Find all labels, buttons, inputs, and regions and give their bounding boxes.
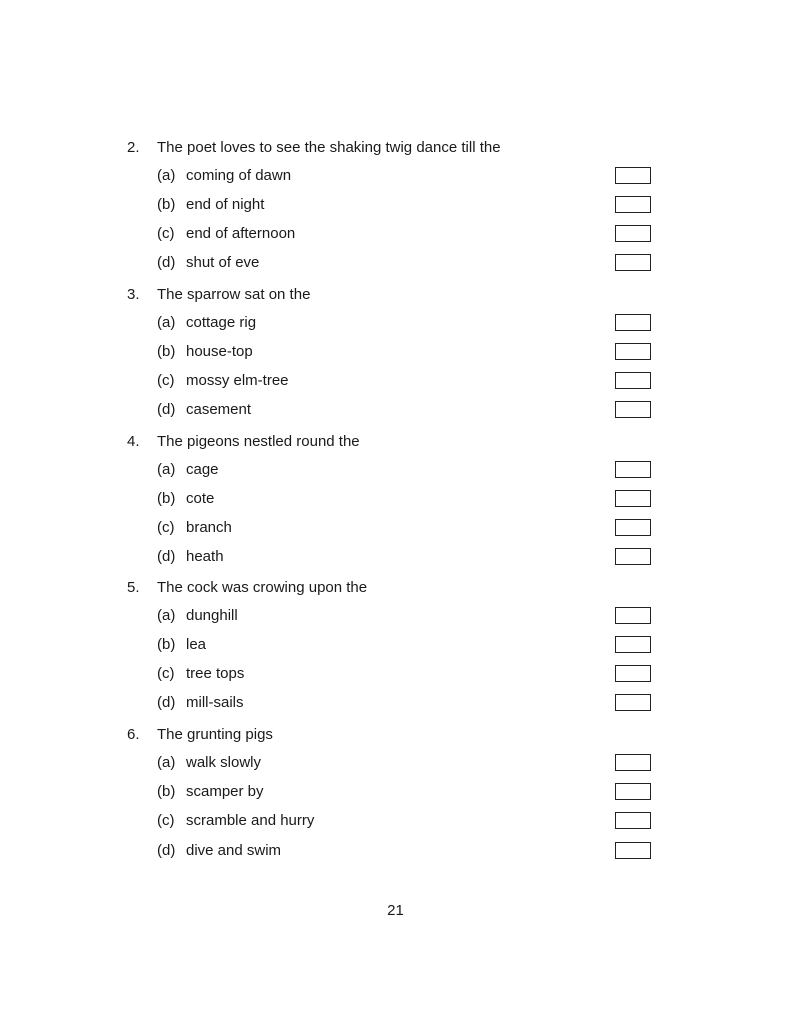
option-letter: (b) [157,490,176,507]
answer-checkbox[interactable] [615,372,651,389]
question-number: 5. [127,579,140,596]
option-d [0,546,791,568]
option-c [0,810,791,832]
option-c [0,663,791,685]
option-text: end of night [186,196,265,213]
option-letter: (d) [157,401,176,418]
question-number: 4. [127,433,140,450]
answer-checkbox[interactable] [615,519,651,536]
answer-checkbox[interactable] [615,343,651,360]
option-letter: (d) [157,254,176,271]
answer-checkbox[interactable] [615,812,651,829]
option-letter: (a) [157,314,176,331]
option-text: house-top [186,343,253,360]
option-c [0,223,791,245]
option-d [0,252,791,274]
answer-checkbox[interactable] [615,490,651,507]
option-a [0,752,791,774]
option-letter: (a) [157,167,176,184]
option-b [0,341,791,363]
option-a [0,459,791,481]
answer-checkbox[interactable] [615,225,651,242]
option-a [0,165,791,187]
option-letter: (b) [157,196,176,213]
option-text: heath [186,548,224,565]
option-text: mill-sails [186,694,244,711]
option-letter: (a) [157,607,176,624]
option-text: lea [186,636,207,653]
answer-checkbox[interactable] [615,548,651,565]
option-letter: (c) [157,812,175,829]
answer-checkbox[interactable] [615,401,651,418]
option-text: end of afternoon [186,225,296,242]
option-letter: (d) [157,694,176,711]
option-text: scramble and hurry [186,812,315,829]
question-text: The grunting pigs [157,726,273,743]
option-text: dive and swim [186,842,282,859]
question-number: 6. [127,726,140,743]
option-text: coming of dawn [186,167,292,184]
option-text: scamper by [186,783,264,800]
option-b [0,781,791,803]
option-d [0,692,791,714]
answer-checkbox[interactable] [615,754,651,771]
answer-checkbox[interactable] [615,607,651,624]
option-text: dunghill [186,607,238,624]
option-a [0,605,791,627]
option-text: mossy elm-tree [186,372,289,389]
option-text: casement [186,401,252,418]
option-letter: (a) [157,754,176,771]
option-letter: (c) [157,665,175,682]
answer-checkbox[interactable] [615,167,651,184]
page-number: 21 [387,902,404,919]
option-d [0,399,791,421]
option-text: cote [186,490,215,507]
option-b [0,488,791,510]
option-letter: (d) [157,842,176,859]
answer-checkbox[interactable] [615,694,651,711]
option-text: branch [186,519,232,536]
answer-checkbox[interactable] [615,196,651,213]
option-letter: (c) [157,519,175,536]
option-text: shut of eve [186,254,260,271]
option-letter: (c) [157,225,175,242]
question-text: The pigeons nestled round the [157,433,360,450]
option-c [0,370,791,392]
option-b [0,634,791,656]
answer-checkbox[interactable] [615,842,651,859]
option-d [0,840,791,862]
answer-checkbox[interactable] [615,665,651,682]
question-text: The poet loves to see the shaking twig dance till the [157,139,501,156]
option-text: cage [186,461,219,478]
option-letter: (b) [157,343,176,360]
option-letter: (b) [157,783,176,800]
question-text: The sparrow sat on the [157,286,311,303]
question-text: The cock was crowing upon the [157,579,368,596]
option-text: walk slowly [186,754,262,771]
option-letter: (a) [157,461,176,478]
option-a [0,312,791,334]
option-b [0,194,791,216]
answer-checkbox[interactable] [615,636,651,653]
answer-checkbox[interactable] [615,783,651,800]
answer-checkbox[interactable] [615,254,651,271]
question-number: 2. [127,139,140,156]
option-letter: (b) [157,636,176,653]
option-text: cottage rig [186,314,257,331]
answer-checkbox[interactable] [615,314,651,331]
option-text: tree tops [186,665,245,682]
option-c [0,517,791,539]
option-letter: (c) [157,372,175,389]
question-number: 3. [127,286,140,303]
option-letter: (d) [157,548,176,565]
answer-checkbox[interactable] [615,461,651,478]
